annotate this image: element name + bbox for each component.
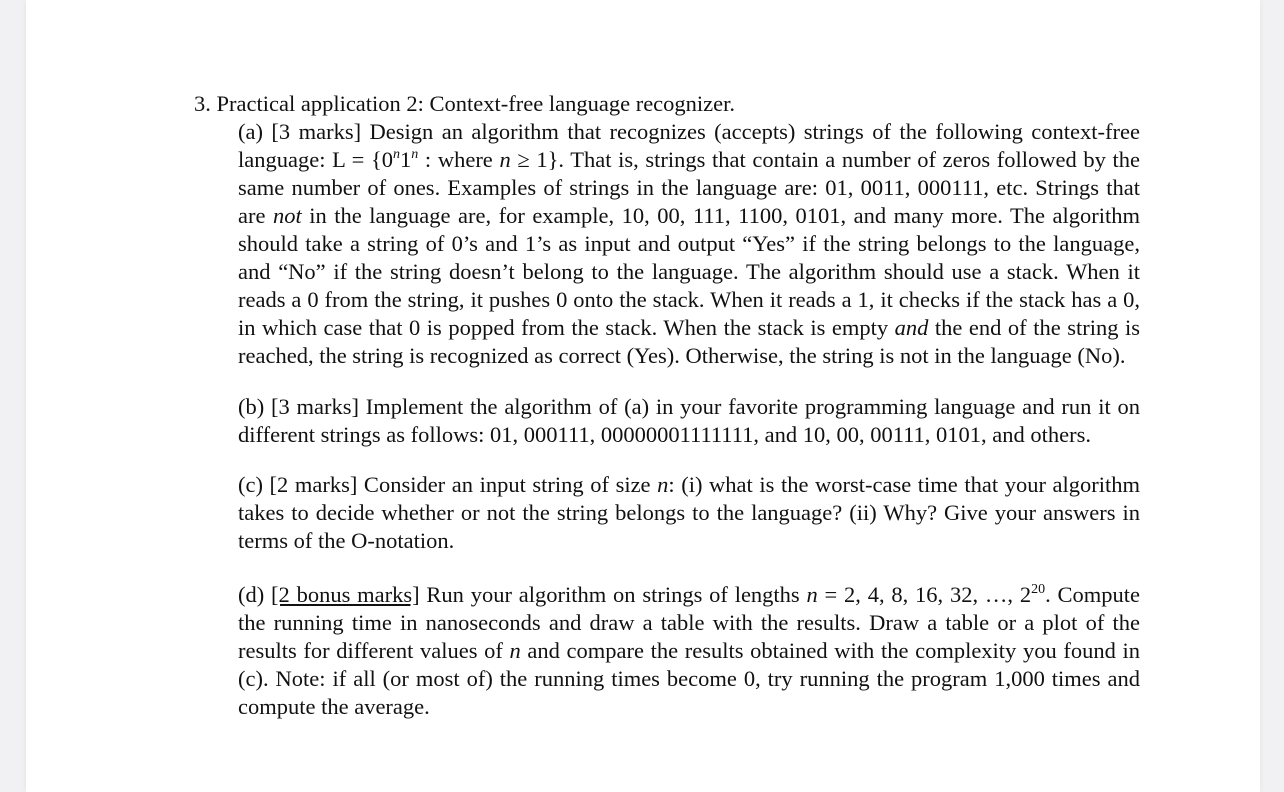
language-where: : where <box>418 147 500 172</box>
language-one: 1 <box>400 147 412 172</box>
language-prefix: L = {0 <box>332 147 394 172</box>
variable-n: n <box>806 582 818 607</box>
part-b-paragraph: (b) [3 marks] Implement the algorithm of (a) in your favorite programming language and run it on different strings as follows: 01, 000111, 00000001111111, and 10, 00, 00111, 0101, and others. <box>238 393 1140 447</box>
emphasis-not: not <box>272 203 302 228</box>
superscript-n: n <box>411 147 419 162</box>
variable-n: n <box>509 638 521 663</box>
part-a-text: the end of the string is reached, the string is recognized as correct (Yes). Otherwise, the string is not in the language (No). <box>238 315 1140 368</box>
lengths-list: = 2, 4, 8, 16, 32, …, 2 <box>817 582 1032 607</box>
part-a-label: (a) [3 marks] Design an algorithm that recognizes (accepts) strings of the following context-free language: <box>238 119 1140 172</box>
part-d-prefix: (d) <box>238 582 272 607</box>
document-page <box>26 0 1260 792</box>
question-block <box>194 90 1140 744</box>
part-c-text: : (i) what is the worst-case time that your algorithm takes to decide whether or not the string belongs to the language? (ii) Why? Give your answers in terms of the O-notation. <box>238 472 1141 553</box>
bonus-marks-label: [2 bonus marks] <box>271 582 420 607</box>
superscript-n: n <box>393 147 401 162</box>
exponent-20: 20 <box>1031 582 1046 597</box>
question-title: 3. Practical application 2: Context-free language recognizer. <box>194 91 736 116</box>
part-c-text: (c) [2 marks] Consider an input string of size <box>238 472 658 497</box>
part-c-paragraph <box>238 471 1140 555</box>
variable-n: n <box>499 147 511 172</box>
emphasis-and: and <box>894 315 929 340</box>
part-d-text: . Compute the running time in nanoseconds and draw a table with the results. Draw a table or a plot of the results for different values of <box>238 582 1140 663</box>
part-d-paragraph <box>238 581 1140 721</box>
part-a-text: ≥ 1}. That is, strings that contain a number of zeros followed by the same number of ones. Examples of strings in the language are: 01, 0011, 000111, etc. Strings that are <box>238 147 1140 228</box>
part-a-paragraph <box>238 118 1140 370</box>
part-a-text: in the language are, for example, 10, 00, 111, 1100, 0101, and many more. The algorithm should take a string of 0’s and 1’s as input and output “Yes” if the string belongs to the language, and “No” if the string doesn’t belong to the language. The algorithm should use a stack. When it reads a 0 from the string, it pushes 0 onto the stack. When it reads a 1, it checks if the stack has a 0, in which case that 0 is popped from the stack. When the stack is empty <box>238 203 1141 340</box>
part-d-text: and compare the results obtained with the complexity you found in (c). Note: if all (or most of) the running times become 0, try running the program 1,000 times and compute the average. <box>238 638 1141 719</box>
part-d-text: Run your algorithm on strings of lengths <box>419 582 807 607</box>
variable-n: n <box>657 472 669 497</box>
